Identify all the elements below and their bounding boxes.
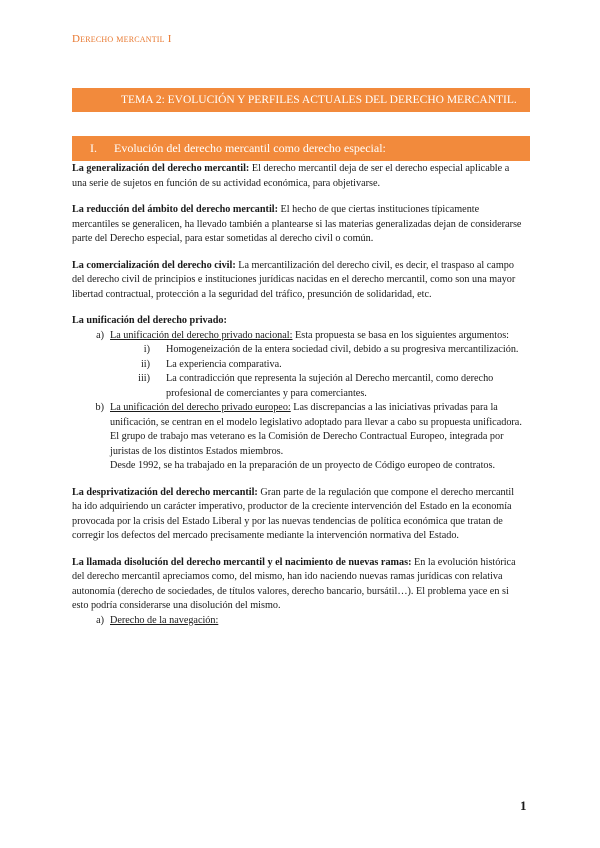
list-item-heading: La unificación del derecho privado europeo: [110, 402, 291, 413]
list-marker: b) [95, 402, 104, 413]
paragraph-reduccion [72, 203, 526, 247]
document-body [72, 162, 526, 628]
paragraph-text: La mercantilización del derecho civil, es decir, el traspaso al campo del derecho civil de principios e instituciones jurídicas nacidas en el derecho mercantil, como son una mayor libertad contractual, protección a la seguridad del tráfico, presunción de solidaridad, etc. [72, 259, 516, 300]
paragraph-heading: La comercialización del derecho civil: [72, 259, 236, 271]
list-item-text: Las discrepancias a las iniciativas privadas para la unificación, se centran en el modelo legislativo adoptado para llevar a cabo su propuesta unificadora. [110, 402, 522, 428]
roman-item [110, 372, 526, 401]
section-number: I. [90, 141, 97, 155]
list-item-text: Esta propuesta se basa en los siguientes argumentos: [292, 329, 509, 341]
roman-item [110, 358, 526, 373]
roman-marker: ii) [140, 358, 150, 370]
paragraph-generalizacion [72, 162, 526, 191]
paragraph-heading: La llamada disolución del derecho mercantil y el nacimiento de nuevas ramas: [72, 556, 412, 568]
list-item-a [72, 329, 526, 402]
roman-marker: i) [143, 344, 150, 355]
roman-text: La contradicción que representa la sujeción al Derecho mercantil, como derecho profesional de comerciantes y para comerciantes. [166, 373, 494, 399]
paragraph-unificacion [72, 314, 526, 474]
list-item-extra: El grupo de trabajo mas veterano es la Comisión de Derecho Contractual Europeo, integrada por juristas de los distintos Estados miembros. [110, 431, 504, 457]
page-number: 1 [520, 798, 527, 813]
list-item-a [72, 614, 526, 629]
roman-item [110, 343, 526, 358]
paragraph-desprivatizacion [72, 486, 526, 544]
paragraph-heading: La unificación del derecho privado: [72, 315, 227, 326]
paragraph-heading: La reducción del ámbito del derecho mercantil: [72, 204, 278, 215]
section-heading-bar [72, 136, 530, 161]
list-marker: a) [96, 614, 104, 626]
paragraph-text: En la evolución histórica del derecho mercantil apreciamos como, del mismo, han ido naciendo nuevas ramas jurídicas con relativa autonomía (derecho de sociedades, de títulos valores, derecho bancario, bursátil…). El problema yace en si esto podría considerarse una disolución del mismo. [72, 556, 516, 611]
paragraph-text: Gran parte de la regulación que compone el derecho mercantil ha ido adquiriendo un carácter imperativo, productor de la creciente intervención del Estado en la economía provocada por la crisis del Estado Liberal y por las nuevas tendencias de política económica que tratan de corregir los defectos del mercado precisamente mediante la intervención normativa del Estado. [72, 486, 515, 541]
list-item-b [72, 401, 526, 474]
roman-text: Homogeneización de la entera sociedad civil, debido a su progresiva mercantilización. [166, 344, 519, 355]
roman-text: La experiencia comparativa. [166, 358, 282, 370]
list-item-heading: Derecho de la navegación: [110, 614, 219, 626]
paragraph-text: El derecho mercantil deja de ser el derecho especial aplicable a una serie de sujetos en función de su actividad económica, para objetivarse. [72, 163, 510, 189]
list-item-heading: La unificación del derecho privado nacional: [110, 329, 293, 341]
list-item-extra: Desde 1992, se ha trabajado en la preparación de un proyecto de Código europeo de contratos. [110, 460, 496, 471]
chapter-title: TEMA 2: EVOLUCIÓN Y PERFILES ACTUALES DEL DERECHO MERCANTIL. [121, 94, 517, 106]
list-marker: a) [96, 329, 104, 341]
section-title: Evolución del derecho mercantil como derecho especial: [114, 141, 386, 155]
paragraph-text: El hecho de que ciertas instituciones típicamente mercantiles se generalicen, ha llevado también a plantearse si las materias generalizadas dejan de considerarse parte del Derecho especial, para estar sometidas al derecho civil o común. [72, 204, 522, 244]
roman-marker: iii) [138, 373, 150, 384]
paragraph-heading: La desprivatización del derecho mercantil: [72, 486, 258, 498]
chapter-title-bar [72, 88, 530, 112]
paragraph-comercializacion [72, 259, 526, 303]
paragraph-disolucion [72, 556, 526, 629]
running-header: Derecho mercantil I [72, 33, 172, 45]
paragraph-heading: La generalización del derecho mercantil: [72, 163, 250, 174]
